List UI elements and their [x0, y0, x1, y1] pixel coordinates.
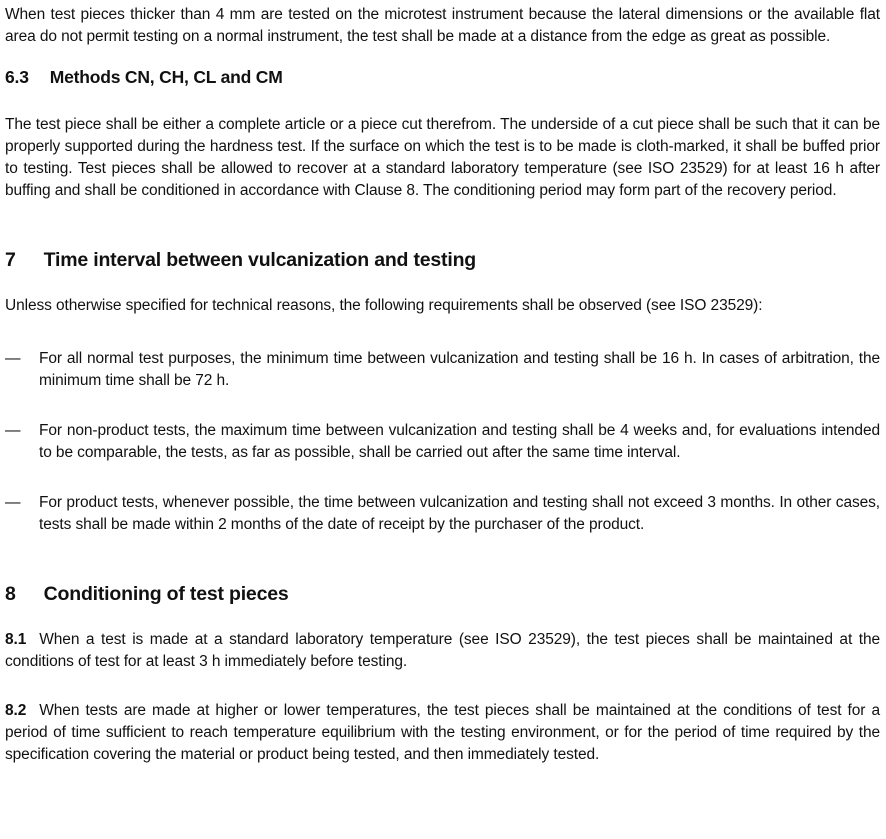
heading-section-8 [5, 583, 880, 606]
heading-section-7 [5, 249, 880, 272]
bullet-item-2 [5, 420, 880, 464]
bullet-3-text: For product tests, whenever possible, the time between vulcanization and testing shall not exceed 3 months. In other cases, tests shall be made within 2 months of the date of receipt by the purchaser of the product. [39, 494, 880, 533]
bullet-2-text: For non-product tests, the maximum time between vulcanization and testing shall be 4 weeks and, for evaluations intended to be comparable, the tests, as far as possible, shall be carried out after the same time interval. [39, 422, 880, 461]
heading-8-number: 8 [5, 583, 16, 605]
bullet-item-1 [5, 348, 880, 392]
heading-6-3-title: Methods CN, CH, CL and CM [49, 67, 283, 87]
dash-bullet-icon: — [5, 350, 21, 367]
bullet-1-text: For all normal test purposes, the minimum time between vulcanization and testing shall be 16 h. In cases of arbitration, the minimum time shall be 72 h. [39, 350, 880, 389]
section-7-intro-paragraph: Unless otherwise specified for technical reasons, the following requirements shall be observed (see ISO 23529): [5, 297, 763, 314]
dash-bullet-icon: — [5, 422, 21, 439]
heading-7-title: Time interval between vulcanization and testing [43, 249, 476, 271]
clause-8-2-text: When tests are made at higher or lower temperatures, the test pieces shall be maintained at the conditions of test for a period of time sufficient to reach temperature equilibrium with the testing environment, or for the period of time required by the specification covering the material or product being tested, and then immediately tested. [5, 702, 880, 763]
clause-8-2-number: 8.2 [5, 702, 27, 719]
heading-6-3-number: 6.3 [5, 67, 29, 87]
clause-8-1-number: 8.1 [5, 631, 27, 648]
heading-section-6-3 [5, 67, 880, 88]
section-6-3-paragraph: The test piece shall be either a complete article or a piece cut therefrom. The underside of a cut piece shall be such that it can be properly supported during the hardness test. If the surface on which the test is to be made is cloth-marked, it shall be buffed prior to testing. Test pieces shall be allowed to recover at a standard laboratory temperature (see ISO 23529) for at least 16 h after buffing and shall be conditioned in accordance with Clause 8. The conditioning period may form part of the recovery period. [5, 116, 880, 199]
clause-8-1-text: When a test is made at a standard laboratory temperature (see ISO 23529), the test pieces shall be maintained at the conditions of test for at least 3 h immediately before testing. [5, 631, 880, 670]
heading-7-number: 7 [5, 249, 16, 271]
dash-bullet-icon: — [5, 494, 21, 511]
clause-8-1 [5, 629, 880, 673]
intro-paragraph: When test pieces thicker than 4 mm are tested on the microtest instrument because the lateral dimensions or the available flat area do not permit testing on a normal instrument, the test shall be made at a distance from the edge as great as possible. [5, 6, 880, 45]
bullet-item-3 [5, 492, 880, 536]
clause-8-2 [5, 700, 880, 766]
heading-8-title: Conditioning of test pieces [43, 583, 289, 605]
